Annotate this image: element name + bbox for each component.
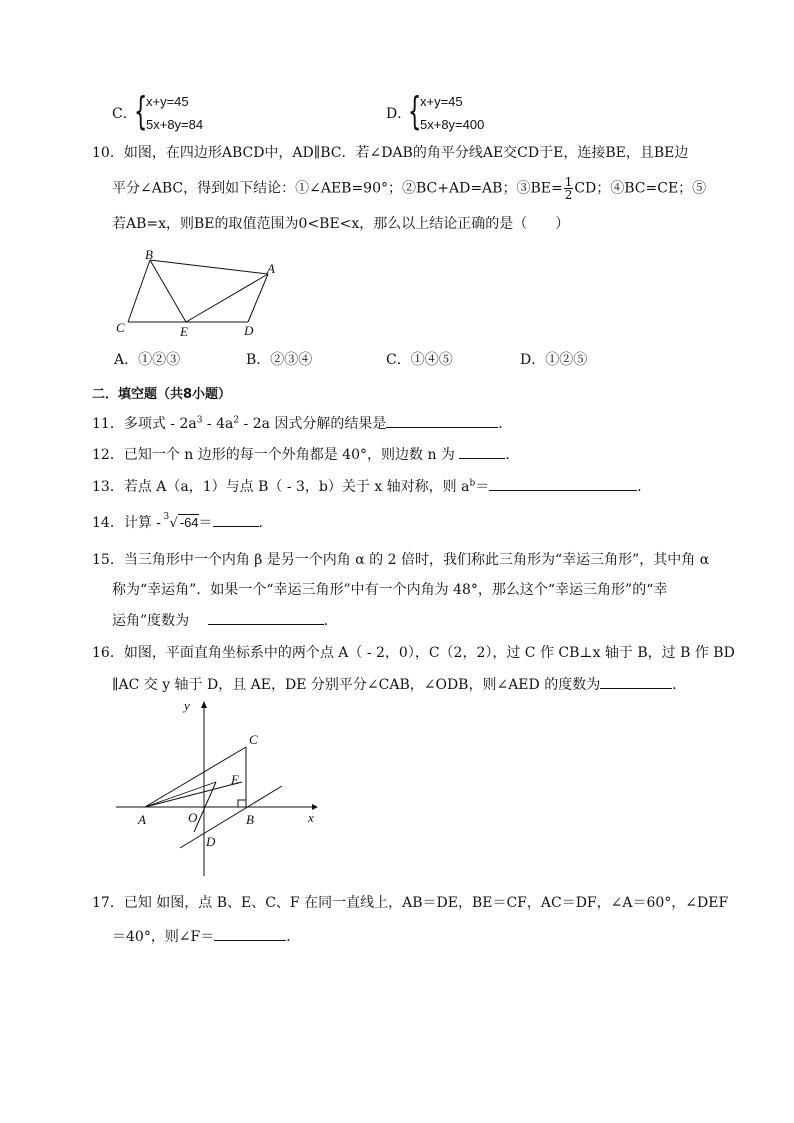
q10-label-e: E <box>180 324 188 339</box>
q15-text-line3: 运角”度数为 <box>112 613 190 629</box>
q14-radicand: -64 <box>179 515 199 530</box>
q9-option-c-eq2: 5x+8y=84 <box>146 117 204 132</box>
q11-text-b: - 4a <box>202 416 234 432</box>
q10-text-line1: 如图，在四边形ABCD中，AD∥BC．若∠DAB的角平分线AE交CD于E，连接BE，且BE边 <box>123 145 689 161</box>
q16-label-c: C <box>249 732 258 747</box>
q16-label-y: y <box>184 698 190 713</box>
q15-answer-blank[interactable] <box>208 610 324 625</box>
q16-label-e: E <box>231 772 239 787</box>
q14-end: ． <box>258 515 273 531</box>
q12 <box>92 444 519 465</box>
q10-label-a: A <box>267 261 275 276</box>
q10-number: 10． <box>92 145 124 161</box>
q15-line1: 15．当三角形中一个内角 β 是另一个内角 α 的 2 倍时，我们称此三角形为“幸运三角形”，其中角 α <box>92 552 710 568</box>
q12-end: ． <box>505 447 520 463</box>
q9-option-d-brace: { <box>408 89 422 133</box>
q9-option-c-label: C． <box>112 106 137 122</box>
q10-label-c: C <box>116 320 125 335</box>
q17-text-line2: ＝40°，则∠F＝ <box>112 929 215 945</box>
q13 <box>92 476 651 497</box>
q13-text-b: ＝ <box>475 479 490 495</box>
q15-end: ． <box>323 613 338 629</box>
q10-frac-num: 1 <box>564 175 573 189</box>
q14-radical-sign: √ <box>169 516 178 531</box>
q10-option-c: C．①④⑤ <box>386 352 453 368</box>
q11-text-c: - 2a 因式分解的结果是 <box>239 416 387 432</box>
q17-line1: 17．已知 如图，点 B、E、C、F 在同一直线上，AB＝DE，BE＝CF，AC＝DF，∠A＝60°，∠DEF <box>92 895 729 911</box>
section-title-fill-blank: 二．填空题（共8小题） <box>92 387 232 402</box>
q16-label-b: B <box>246 812 254 827</box>
q10-option-a: A．①②③ <box>114 352 181 368</box>
q14-text-b: ＝ <box>198 515 213 531</box>
q12-answer-blank[interactable] <box>459 444 505 459</box>
q13-sup: b <box>469 478 476 489</box>
q15-line3 <box>112 610 338 631</box>
q14-root-index: 3 <box>163 512 170 522</box>
q9-option-d-eq2: 5x+8y=400 <box>420 117 485 132</box>
q11-end: ． <box>498 416 513 432</box>
q17-answer-blank[interactable] <box>214 926 286 941</box>
y-axis-arrow-icon <box>201 701 207 708</box>
q16-coordinate-figure <box>112 696 324 882</box>
q14-answer-blank[interactable] <box>213 512 259 527</box>
q17-end: ． <box>286 929 301 945</box>
q16-answer-blank[interactable] <box>600 674 672 689</box>
q14-cube-root <box>165 513 198 534</box>
q13-answer-blank[interactable] <box>489 476 637 491</box>
q16-label-a: A <box>138 812 146 827</box>
q13-text-a: 13．若点 A（a，1）与点 B（ - 3，b）关于 x 轴对称，则 a <box>92 479 470 495</box>
q16-line1: 16．如图，平面直角坐标系中的两个点 A（ - 2，0），C（2，2），过 C 作 CB⊥x 轴于 B，过 B 作 BD <box>92 645 735 661</box>
q11 <box>92 413 512 434</box>
q12-text: 12．已知一个 n 边形的每一个外角都是 40°，则边数 n 为 <box>92 447 455 463</box>
q9-option-c-eq1: x+y=45 <box>146 94 189 109</box>
q16-label-o: O <box>188 810 198 825</box>
q14-text-a: 14．计算 - <box>92 515 166 531</box>
q16-end: ． <box>672 677 687 693</box>
q11-sup2: 2 <box>233 415 240 426</box>
q16-line2 <box>112 674 686 695</box>
q9-option-c-brace: { <box>134 89 148 133</box>
q10-option-d: D．①②⑤ <box>520 352 588 368</box>
q10-label-d: D <box>244 323 254 338</box>
q10-line3: 若AB=x，则BE的取值范围为0<BE<x，那么以上结论正确的是（ ） <box>112 216 570 232</box>
q10-fraction <box>564 176 574 201</box>
q11-sup1: 3 <box>196 415 203 426</box>
q11-answer-blank[interactable] <box>386 413 498 428</box>
q17-line2 <box>112 926 300 947</box>
q10-frac-den: 2 <box>564 188 573 202</box>
q10-option-b: B．②③④ <box>246 352 313 368</box>
q15-line2: 称为“幸运角”．如果一个“幸运三角形”中有一个内角为 48°，那么这个“幸运三角形”的“幸 <box>112 582 668 598</box>
q13-end: ． <box>637 479 652 495</box>
q11-text-a: 11．多项式 - 2a <box>92 416 197 432</box>
q16-text-line2: ∥AC 交 y 轴于 D，且 AE，DE 分别平分∠CAB，∠ODB，则∠AED 的度数为 <box>112 677 601 693</box>
q16-label-d: D <box>206 834 216 849</box>
q10-text-line2b: CD；④BC=CE；⑤ <box>574 180 707 197</box>
q14 <box>92 512 273 534</box>
q10-line1 <box>92 143 688 163</box>
q16-label-x: x <box>308 810 314 825</box>
q10-label-b: B <box>145 248 153 262</box>
q10-quadrilateral-figure <box>110 248 290 340</box>
q10-line2 <box>112 176 706 201</box>
q9-option-d-eq1: x+y=45 <box>420 94 463 109</box>
q10-text-line2a: 平分∠ABC，得到如下结论：①∠AEB=90°；②BC+AD=AB；③BE= <box>112 180 563 197</box>
q9-option-d-label: D． <box>386 106 412 122</box>
